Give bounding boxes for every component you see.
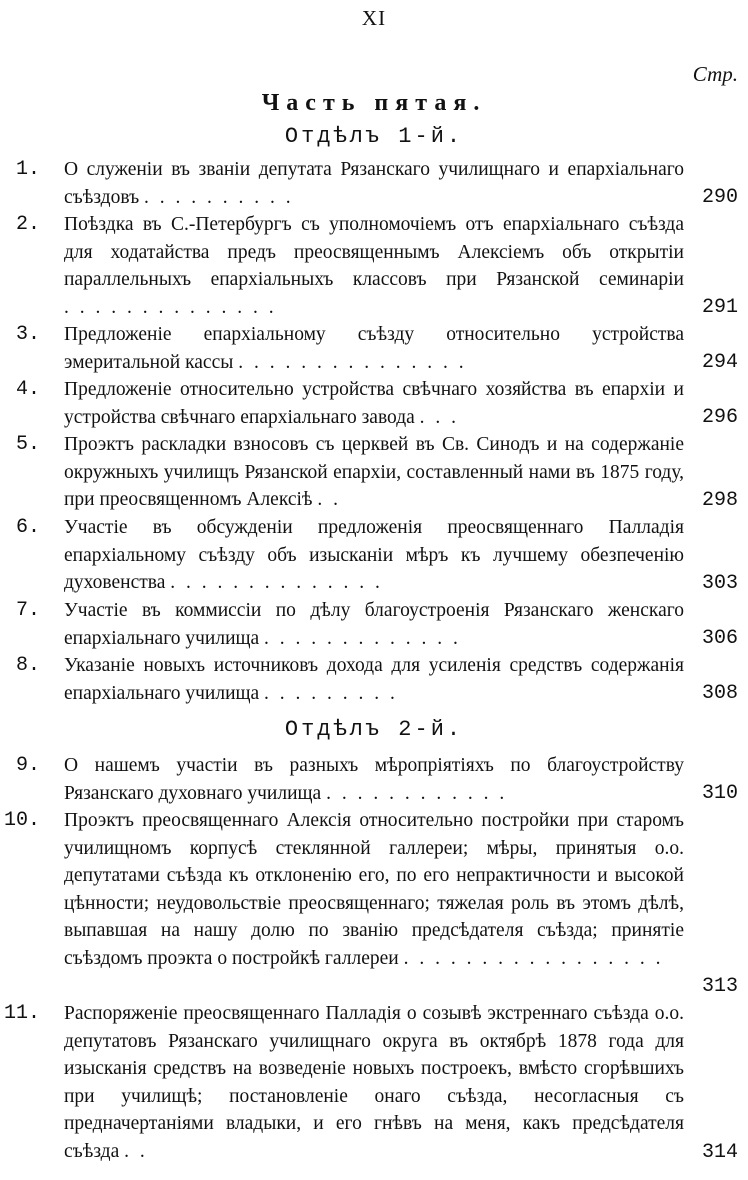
entry-page: 291 xyxy=(701,295,738,319)
entry-text: О служеніи въ званіи депутата Рязанскаго училищнаго и епархіальнаго съѣздовъ xyxy=(64,159,684,208)
toc-entry: 4. Предложеніе относительно устройства свѣчнаго хозяйства въ епархіи и устройства свѣчнаго епархіальнаго завода . . . 296 xyxy=(0,376,748,431)
entry-page: 310 xyxy=(701,781,738,805)
entry-text: Участіе въ коммиссіи по дѣлу благоустроенія Рязанскаго женскаго епархіальнаго училища xyxy=(64,600,684,649)
toc-entry: 11. Распоряженіе преосвященнаго Палладія о созывѣ экстреннаго съѣзда о.о. депутатовъ Рязанскаго училищнаго округа въ октябрѣ 1878 года для изысканія средствъ на возведеніе новыхъ построекъ, вмѣсто сгорѣвшихъ при училищѣ; постановленіе онаго съѣзда, несогласныя съ предначертаніями владыки, и его гнѣвъ на меня, какъ предсѣдателя съѣзда . . 314 xyxy=(0,1000,748,1166)
entry-page: 314 xyxy=(701,1140,738,1164)
entry-page: 290 xyxy=(701,185,738,209)
entry-number: 2. xyxy=(15,213,40,236)
toc-entry: 9. О нашемъ участіи въ разныхъ мѣропріятіяхъ по благоустройству Рязанскаго духовнаго училища . . . . . . . . . . . . 310 xyxy=(0,752,748,807)
entry-number: 9. xyxy=(15,754,40,777)
entry-page: 308 xyxy=(701,681,738,705)
entry-page: 296 xyxy=(701,405,738,429)
entry-page: 294 xyxy=(701,350,738,374)
entry-text: Проэктъ раскладки взносовъ съ церквей въ Св. Синодъ и на содержаніе окружныхъ училищъ Рязанской епархіи, составленный нами въ 1875 году, при преосвященномъ Алексіѣ xyxy=(64,434,684,510)
entry-text: Предложеніе относительно устройства свѣчнаго хозяйства въ епархіи и устройства свѣчнаго епархіальнаго завода xyxy=(64,379,684,428)
entry-number: 1. xyxy=(15,158,40,181)
entry-number: 6. xyxy=(15,516,40,539)
toc-entry: 10. Проэктъ преосвященнаго Алексія относительно постройки при старомъ училищномъ корпусѣ стеклянной галлереи; мѣры, принятыя о.о. депутатами съѣзда къ отклоненію его, по его непрактичности и высокой цѣнности; неудовольствіе преосвященнаго; тяжелая роль въ этомъ дѣлѣ, выпавшая на нашу долю по званію предсѣдателя съѣзда; принятіе съѣздомъ проэкта о постройкѣ галлереи . . . . . . . . . . . . . . . . . 313 xyxy=(0,807,748,1000)
entry-number: 4. xyxy=(15,378,40,401)
entry-text: Участіе въ обсужденіи предложенія преосвященнаго Палладія епархіальному съѣзду объ изысканіи мѣръ къ лучшему обезпеченію духовенства xyxy=(64,517,684,593)
section-title: Отдѣлъ 2-й. xyxy=(284,717,464,742)
part-title: Часть пятая. xyxy=(261,90,487,116)
toc-entry: 2. Поѣздка въ С.-Петербургъ съ уполномочіемъ отъ епархіальнаго съѣзда для ходатайства предъ преосвященнымъ Алексіемъ объ открытіи параллельныхъ епархіальныхъ классовъ при Рязанской семинаріи . . . . . . . . . . . . . . 291 xyxy=(0,211,748,321)
entry-text: Указаніе новыхъ источниковъ дохода для усиленія средствъ содержанія епархіальнаго училища xyxy=(64,655,684,704)
entry-number: 3. xyxy=(15,323,40,346)
entry-number: 10. xyxy=(3,809,40,832)
page-number: XI xyxy=(361,6,387,30)
page-column-label: Стр. xyxy=(692,62,738,86)
entry-text: Распоряженіе преосвященнаго Палладія о созывѣ экстреннаго съѣзда о.о. депутатовъ Рязанскаго училищнаго округа въ октябрѣ 1878 года для изысканія средствъ на возведеніе новыхъ построекъ, вмѣсто сгорѣвшихъ при училищѣ; постановленіе онаго съѣзда, несогласныя съ предначертаніями владыки, и его гнѣвъ на меня, какъ предсѣдателя съѣзда xyxy=(64,1003,684,1162)
entry-number: 11. xyxy=(3,1002,40,1025)
toc-entry: 3. Предложеніе епархіальному съѣзду относительно устройства эмеритальной кассы . . . . . . . . . . . . . . . 294 xyxy=(0,321,748,376)
entry-number: 8. xyxy=(15,654,40,677)
entry-text: Проэктъ преосвященнаго Алексія относительно постройки при старомъ училищномъ корпусѣ стеклянной галлереи; мѣры, принятыя о.о. депутатами съѣзда къ отклоненію его, по его непрактичности и высокой цѣнности; неудовольствіе преосвященнаго; тяжелая роль въ этомъ дѣлѣ, выпавшая на нашу долю по званію предсѣдателя съѣзда; принятіе съѣздомъ проэкта о постройкѣ галлереи xyxy=(64,810,684,969)
entry-text: О нашемъ участіи въ разныхъ мѣропріятіяхъ по благоустройству Рязанскаго духовнаго училища xyxy=(64,755,684,804)
toc-entry: 8. Указаніе новыхъ источниковъ дохода для усиленія средствъ содержанія епархіальнаго училища . . . . . . . . . 308 xyxy=(0,652,748,707)
entry-text: Предложеніе епархіальному съѣзду относительно устройства эмеритальной кассы xyxy=(64,324,684,373)
entry-number: 7. xyxy=(15,599,40,622)
toc-entry: 6. Участіе въ обсужденіи предложенія преосвященнаго Палладія епархіальному съѣзду объ изысканіи мѣръ къ лучшему обезпеченію духовенства . . . . . . . . . . . . . . 303 xyxy=(0,514,748,597)
toc-entry: 7. Участіе въ коммиссіи по дѣлу благоустроенія Рязанскаго женскаго епархіальнаго училища . . . . . . . . . . . . . 306 xyxy=(0,597,748,652)
entry-page: 313 xyxy=(701,974,738,998)
entry-number: 5. xyxy=(15,433,40,456)
entry-page: 303 xyxy=(701,571,738,595)
toc-entry: 1. О служеніи въ званіи депутата Рязанскаго училищнаго и епархіальнаго съѣздовъ . . . . . . . . . . 290 xyxy=(0,156,748,211)
section-title: Отдѣлъ 1-й. xyxy=(284,124,464,149)
toc-entry: 5. Проэктъ раскладки взносовъ съ церквей въ Св. Синодъ и на содержаніе окружныхъ училищъ Рязанской епархіи, составленный нами въ 1875 году, при преосвященномъ Алексіѣ . . 298 xyxy=(0,431,748,514)
entry-text: Поѣздка въ С.-Петербургъ съ уполномочіемъ отъ епархіальнаго съѣзда для ходатайства предъ преосвященнымъ Алексіемъ объ открытіи параллельныхъ епархіальныхъ классовъ при Рязанской семинаріи xyxy=(64,214,684,290)
entry-page: 298 xyxy=(701,488,738,512)
entry-page: 306 xyxy=(701,626,738,650)
